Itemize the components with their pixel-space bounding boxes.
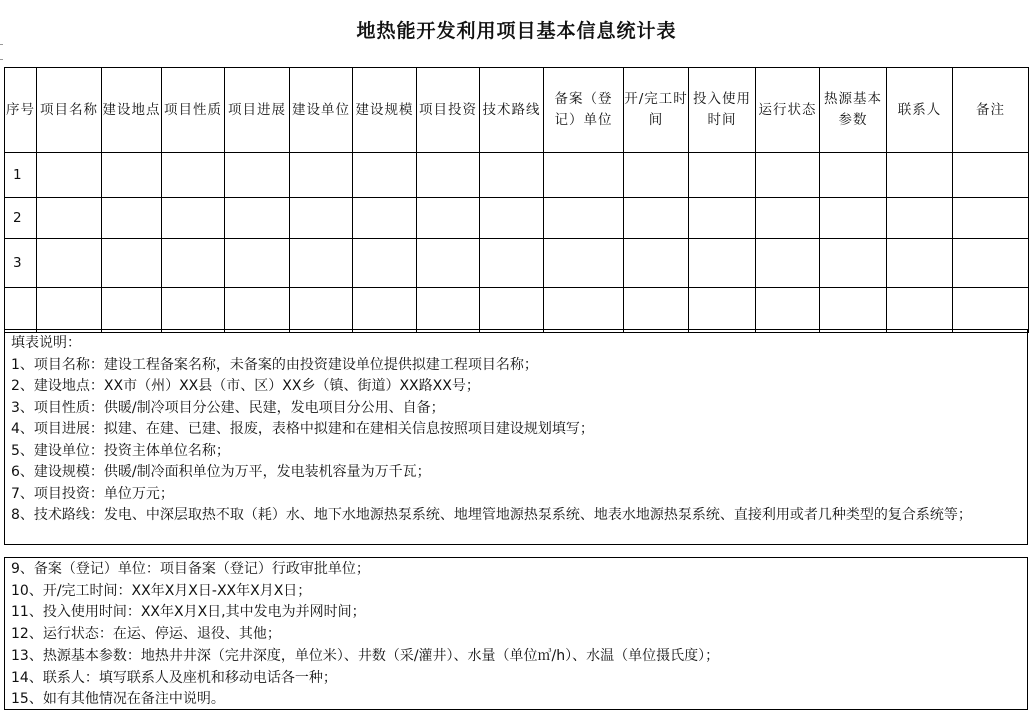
table-cell[interactable] [953,198,1029,239]
table-cell[interactable] [953,288,1029,333]
header-cell: 项目投资 [417,68,480,153]
table-cell[interactable] [820,288,887,333]
note-line: 14、联系人：填写联系人及座机和移动电话各一种； [11,669,337,686]
note-line: 填表说明： [11,335,81,351]
filling-instructions-part2 [4,557,1028,710]
table-cell[interactable] [756,198,820,239]
statistics-table [4,67,1029,333]
table-cell[interactable] [37,198,102,239]
table-cell[interactable] [820,198,887,239]
header-cell: 投入使用时间 [689,68,756,153]
table-cell[interactable] [225,198,290,239]
row-index-cell: 1 [5,153,37,198]
header-cell: 技术路线 [480,68,544,153]
note-line: 5、建设单位：投资主体单位名称； [11,442,230,459]
table-cell[interactable] [290,198,353,239]
table-cell[interactable] [417,288,480,333]
note-line: 8、技术路线：发电、中深层取热不取（耗）水、地下水地源热泵系统、地埋管地源热泵系统、地表水地源热泵系统、直接利用或者几种类型的复合系统等； [11,507,972,523]
table-cell[interactable] [417,198,480,239]
header-cell: 项目性质 [162,68,225,153]
note-line: 15、如有其他情况在备注中说明。 [11,691,225,708]
table-row [5,288,1029,333]
table-cell[interactable] [353,198,417,239]
header-cell: 联系人 [887,68,953,153]
header-cell: 建设地点 [102,68,162,153]
row-index-cell: 3 [5,239,37,288]
table-cell[interactable] [624,198,689,239]
table-cell[interactable] [290,288,353,333]
note-line: 7、项目投资：单位万元； [11,485,174,502]
header-cell: 项目名称 [37,68,102,153]
table-row [5,153,1029,198]
table-row [5,239,1029,288]
header-cell: 建设规模 [353,68,417,153]
table-cell[interactable] [417,153,480,198]
table-cell[interactable] [887,153,953,198]
table-cell[interactable] [102,239,162,288]
table-cell[interactable] [353,288,417,333]
header-cell: 项目进展 [225,68,290,153]
row-index-cell: 2 [5,198,37,239]
note-line: 10、开/完工时间：XX年X月X日-XX年X月X日； [11,582,312,599]
table-cell[interactable] [820,239,887,288]
note-line: 3、项目性质：供暖/制冷项目分公建、民建，发电项目分公用、自备； [11,399,445,416]
table-cell[interactable] [225,239,290,288]
table-cell[interactable] [953,153,1029,198]
table-cell[interactable] [102,198,162,239]
table-cell[interactable] [102,288,162,333]
table-cell[interactable] [953,239,1029,288]
table-cell[interactable] [887,198,953,239]
note-line: 2、建设地点：XX市（州）XX县（市、区）XX乡（镇、街道）XX路XX号； [11,378,480,394]
note-line: 12、运行状态：在运、停运、退役、其他； [11,626,281,643]
table-cell[interactable] [102,153,162,198]
table-cell[interactable] [37,153,102,198]
header-cell: 建设单位 [290,68,353,153]
table-cell[interactable] [689,198,756,239]
table-cell[interactable] [756,153,820,198]
note-line: 11、投入使用时间：XX年X月X日,其中发电为并网时间； [11,604,366,621]
table-cell[interactable] [756,288,820,333]
header-cell: 运行状态 [756,68,820,153]
row-index-cell [5,288,37,333]
table-cell[interactable] [162,153,225,198]
table-cell[interactable] [290,239,353,288]
note-line: 4、项目进展：拟建、在建、已建、报废，表格中拟建和在建相关信息按照项目建设规划填写； [11,421,594,437]
table-cell[interactable] [290,153,353,198]
header-cell: 备注 [953,68,1029,153]
table-cell[interactable] [162,239,225,288]
table-cell[interactable] [353,239,417,288]
header-cell: 序号 [5,68,37,153]
table-cell[interactable] [480,153,544,198]
note-line: 13、热源基本参数：地热井井深（完井深度，单位米）、井数（采/灌井）、水量（单位㎥/h）、水温（单位摄氏度）； [11,647,720,664]
table-cell[interactable] [624,153,689,198]
table-cell[interactable] [225,288,290,333]
table-header-row [5,68,1029,153]
table-cell[interactable] [544,153,624,198]
table-cell[interactable] [480,288,544,333]
header-cell: 开/完工时间 [624,68,689,153]
table-cell[interactable] [480,198,544,239]
header-cell: 备案（登记）单位 [544,68,624,153]
table-cell[interactable] [37,239,102,288]
page-edge-marker [0,44,3,60]
table-cell[interactable] [353,153,417,198]
table-cell[interactable] [37,288,102,333]
note-line: 1、项目名称：建设工程备案名称，未备案的由投资建设单位提供拟建工程项目名称； [11,356,538,373]
table-cell[interactable] [689,288,756,333]
table-cell[interactable] [887,288,953,333]
table-cell[interactable] [624,239,689,288]
note-line: 9、备案（登记）单位：项目备案（登记）行政审批单位； [11,561,370,577]
table-cell[interactable] [820,153,887,198]
table-cell[interactable] [544,288,624,333]
page-title: 地热能开发利用项目基本信息统计表 [356,20,677,42]
table-cell[interactable] [162,198,225,239]
table-cell[interactable] [887,239,953,288]
filling-instructions-part1 [4,329,1028,545]
table-cell[interactable] [689,153,756,198]
table-cell[interactable] [689,239,756,288]
note-line: 6、建设规模：供暖/制冷面积单位为万平，发电装机容量为万千瓦； [11,464,431,480]
table-cell[interactable] [544,239,624,288]
table-cell[interactable] [162,288,225,333]
table-cell[interactable] [417,239,480,288]
table-cell[interactable] [624,288,689,333]
table-cell[interactable] [756,239,820,288]
header-cell: 热源基本参数 [820,68,887,153]
table-cell[interactable] [225,153,290,198]
table-cell[interactable] [544,198,624,239]
table-cell[interactable] [480,239,544,288]
table-row [5,198,1029,239]
